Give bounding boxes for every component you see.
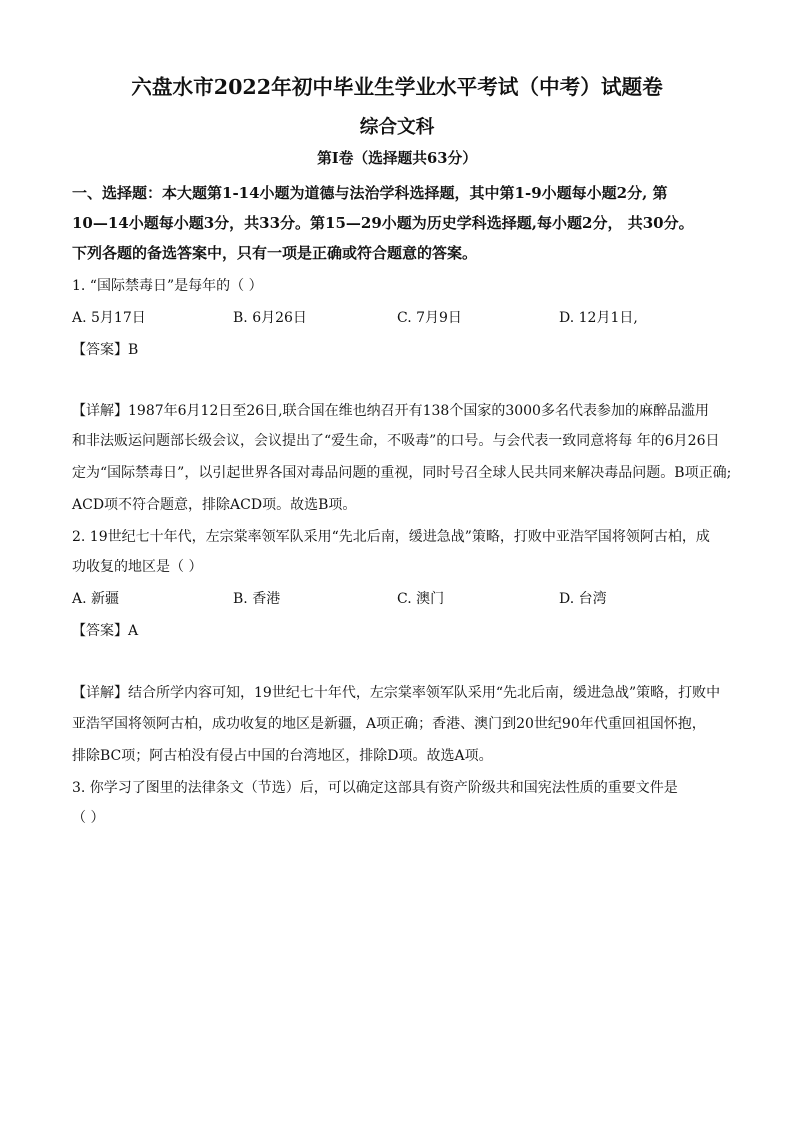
question-2-detail-line: 排除BC项；阿古柏没有侵占中国的台湾地区，排除D项。故选A项。 [72,748,493,764]
question-1-option-b: B. 6月26日 [233,310,307,326]
question-2-option-d: D. 台湾 [559,591,607,607]
question-1-option-d: D. 12月1日, [559,310,638,326]
question-3-stem: （ ） [72,810,105,826]
answer-tag: 【答案】 [72,623,128,639]
question-1-option-a: A. 5月17日 [72,310,146,326]
section-instruction-line: 10—14小题每小题3分，共33分。第15—29小题为历史学科选择题,每小题2分， 共30分。 [72,214,694,232]
question-1-detail-line: 【详解】1987年6月12日至26日,联合国在维也纳召开有138个国家的3000多名代表参加的麻醉品滥用 [72,403,709,419]
question-2-detail-line: 亚浩罕国将领阿古柏，成功收复的地区是新疆，A项正确；香港、澳门到20世纪90年代重回祖国怀抱， [72,716,706,732]
question-1-stem: 1. “国际禁毒日”是每年的（ ） [72,278,263,294]
answer-value: B [128,342,139,358]
question-1-detail-line: 定为“国际禁毒日”，以引起世界各国对毒品问题的重视，同时号召全球人民共同来解决毒品问题。B项正确; [72,465,732,481]
answer-tag: 【答案】 [72,342,128,358]
answer-value: A [128,623,139,639]
question-2-detail-line: 【详解】结合所学内容可知，19世纪七十年代，左宗棠率领军队采用“先北后南，缓进急战”策略，打败中 [72,685,721,701]
section-instruction-line: 一、选择题：本大题第1-14小题为道德与法治学科选择题，其中第1-9小题每小题2分, 第 [72,184,668,202]
exam-subject: 综合文科 [359,116,435,138]
question-1-detail-line: 和非法贩运问题部长级会议，会议提出了“爱生命，不吸毒”的口号。与会代表一致同意将每 年的6月26日 [72,433,720,449]
question-1-option-c: C. 7月9日 [397,310,462,326]
question-1-answer [72,339,138,359]
question-2-stem: 2. 19世纪七十年代，左宗棠率领军队采用“先北后南，缓进急战”策略，打败中亚浩罕国将领阿古柏，成 [72,529,710,545]
question-2-option-c: C. 澳门 [397,591,445,607]
question-1-detail-line: ACD项不符合题意，排除ACD项。故选B项。 [72,497,357,513]
section-instruction-line: 下列各题的备选答案中，只有一项是正确或符合题意的答案。 [72,244,478,262]
question-2-option-a: A. 新疆 [72,591,120,607]
question-2-option-b: B. 香港 [233,591,281,607]
question-3-stem: 3. 你学习了图里的法律条文（节选）后，可以确定这部具有资产阶级共和国宪法性质的重要文件是 [72,780,678,796]
exam-part: 第I卷（选择题共63分） [317,150,477,167]
question-2-answer [72,620,138,640]
question-2-stem: 功收复的地区是（ ） [72,559,203,575]
exam-title: 六盘水市2022年初中毕业生学业水平考试（中考）试题卷 [131,75,663,99]
